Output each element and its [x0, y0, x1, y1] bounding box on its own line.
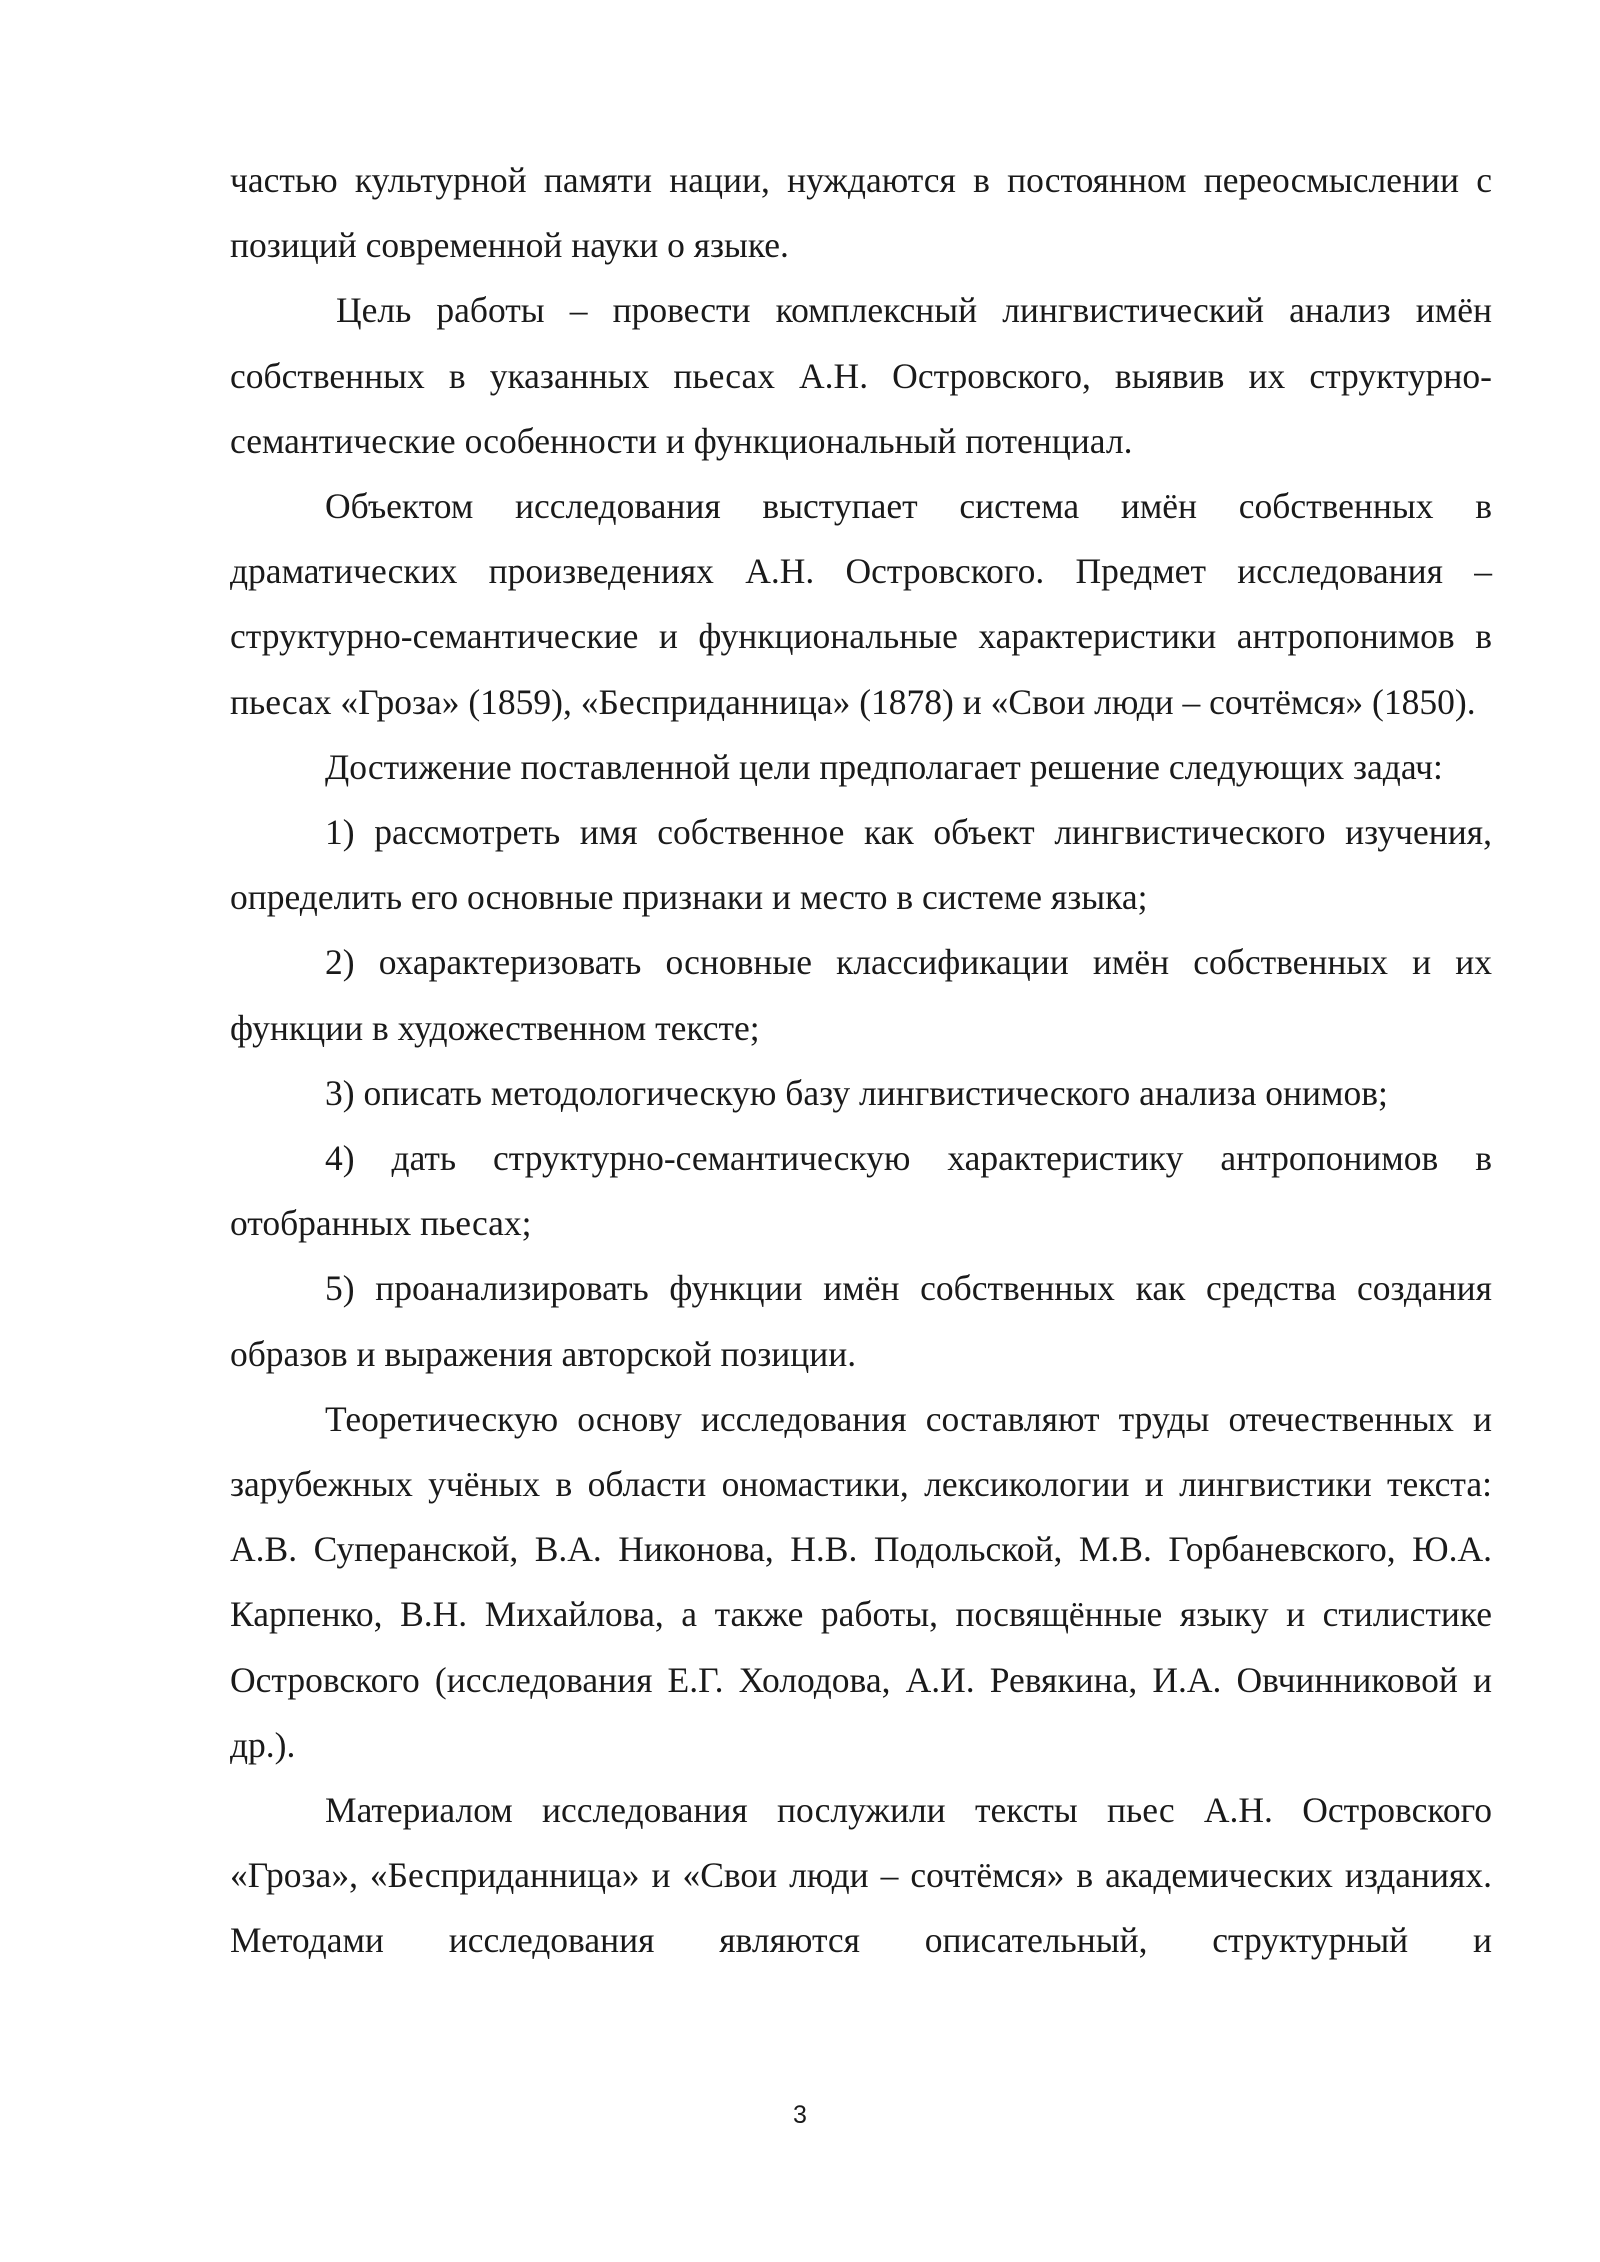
paragraph-continuation: частью культурной памяти нации, нуждаются в постоянном переосмыслении с позиций современной науки о языке.	[230, 160, 1492, 266]
page-number: 3	[793, 2101, 807, 2129]
list-item-task-3: 3) описать методологическую базу лингвистического анализа онимов;	[325, 1072, 1388, 1113]
paragraph-object: Объектом исследования выступает система имён собственных в драматических произведениях А.Н. Островского. Предмет исследования – структурно-семантические и функциональные характеристики антропонимов в пьесах «Гроза» (1859), «Бесприданница» (1878) и «Свои люди – сочтёмся» (1850).	[230, 486, 1492, 722]
paragraph-material: Материалом исследования послужили тексты пьес А.Н. Островского «Гроза», «Бесприданница» и «Свои люди – сочтёмся» в академических изданиях. Методами исследования являются описательный, структурный и	[230, 1790, 1492, 1961]
paragraph-goal: Цель работы – провести комплексный лингвистический анализ имён собственных в указанных пьесах А.Н. Островского, выявив их структурно-семантические особенности и функциональный потенциал.	[230, 290, 1492, 461]
list-item-task-1: 1) рассмотреть имя собственное как объект лингвистического изучения, определить его основные признаки и место в системе языка;	[230, 812, 1492, 918]
paragraph-theory: Теоретическую основу исследования составляют труды отечественных и зарубежных учёных в области ономастики, лексикологии и лингвистики текста: А.В. Суперанской, В.А. Никонова, Н.В. Подольской, М.В. Горбаневского, Ю.А. Карпенко, В.Н. Михайлова, а также работы, посвящённые языку и стилистике Островского (исследования Е.Г. Холодова, А.И. Ревякина, И.А. Овчинниковой и др.).	[230, 1398, 1492, 1765]
list-item-task-2: 2) охарактеризовать основные классификации имён собственных и их функции в художественном тексте;	[230, 942, 1492, 1048]
list-item-task-4: 4) дать структурно-семантическую характеристику антропонимов в отобранных пьесах;	[230, 1138, 1492, 1244]
body-text	[230, 148, 1492, 1974]
list-item-task-5: 5) проанализировать функции имён собственных как средства создания образов и выражения авторской позиции.	[230, 1268, 1492, 1374]
paragraph-tasks-intro: Достижение поставленной цели предполагает решение следующих задач:	[325, 746, 1443, 787]
